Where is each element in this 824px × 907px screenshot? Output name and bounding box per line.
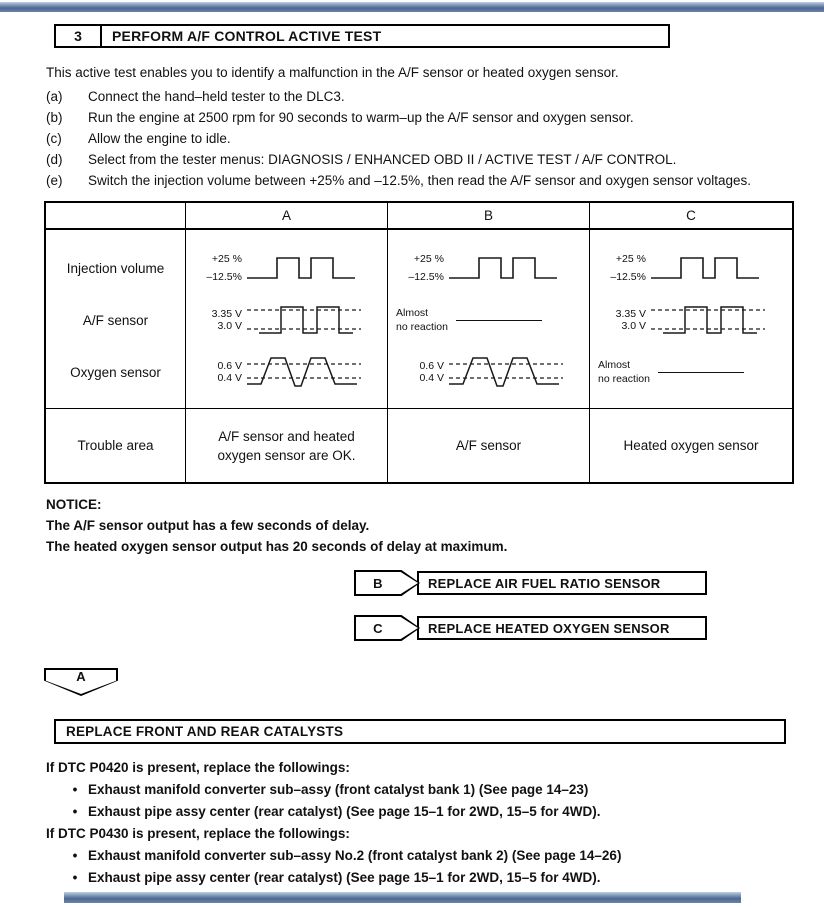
row-label-af-sensor: A/F sensor — [82, 312, 149, 328]
waveform-labels — [598, 308, 646, 332]
bullet-icon: • — [72, 804, 78, 819]
step-label: (d) — [46, 152, 63, 167]
square-wave-graphic — [447, 251, 559, 285]
step-label: (c) — [46, 131, 62, 146]
step-text: Run the engine at 2500 rpm for 90 seconds to warm–up the A/F sensor and oxygen sensor. — [88, 110, 634, 125]
no-reaction-line2: no reaction — [396, 321, 448, 333]
step-label: (e) — [46, 173, 63, 188]
result-column-a — [186, 230, 388, 408]
column-header-b: B — [388, 203, 590, 230]
square-wave-graphic — [245, 251, 357, 285]
no-reaction-line1: Almost — [598, 359, 631, 371]
af-wave-graphic — [245, 303, 363, 337]
step-header — [54, 24, 792, 48]
wave-label-bottom: –12.5% — [206, 271, 242, 283]
no-reaction-oxygen-c — [594, 343, 788, 401]
decision-row-b — [354, 570, 792, 596]
step-title-cell: PERFORM A/F CONTROL ACTIVE TEST — [100, 24, 670, 48]
dtc-header: If DTC P0420 is present, replace the followings: — [46, 760, 350, 775]
connector-a — [44, 668, 118, 696]
row-label-injection-volume: Injection volume — [66, 260, 165, 276]
decision-tag-c — [354, 615, 420, 641]
notice-title: NOTICE: — [46, 497, 102, 512]
dtc-bullet-item — [46, 779, 792, 801]
wave-label-bottom: 3.0 V — [621, 320, 646, 332]
wave-label-bottom: –12.5% — [610, 271, 646, 283]
decision-action-c: REPLACE HEATED OXYGEN SENSOR — [417, 616, 707, 640]
decision-action-b: REPLACE AIR FUEL RATIO SENSOR — [417, 571, 707, 595]
bottom-accent-bar — [64, 892, 741, 903]
decision-rows — [354, 570, 792, 641]
step-text: Switch the injection volume between +25% and –12.5%, then read the A/F sensor and oxygen sensor voltages. — [88, 173, 752, 188]
wave-label-bottom: 0.4 V — [419, 372, 444, 384]
waveform-oxygen-b — [392, 343, 585, 401]
wave-label-top: +25 % — [615, 253, 646, 265]
dtc-bullet-item — [46, 845, 792, 867]
waveform-labels — [396, 253, 444, 283]
no-reaction-label — [396, 306, 454, 334]
row-label-trouble-area: Trouble area — [46, 408, 186, 482]
decision-row-c — [354, 615, 792, 641]
procedure-step — [46, 128, 792, 149]
dtc-bullet-item — [46, 867, 792, 889]
decision-tag-label: B — [373, 575, 383, 591]
procedure-step — [46, 170, 792, 191]
step-text: Select from the tester menus: DIAGNOSIS / ENHANCED OBD II / ACTIVE TEST / A/F CONTROL. — [88, 152, 677, 167]
step-number-cell: 3 — [54, 24, 102, 48]
wave-label-bottom: –12.5% — [408, 271, 444, 283]
square-wave-graphic — [649, 251, 761, 285]
row-label-oxygen-sensor: Oxygen sensor — [70, 364, 161, 380]
wave-label-bottom: 0.4 V — [217, 372, 242, 384]
step-label: (a) — [46, 89, 63, 104]
wave-label-top: 3.35 V — [211, 308, 242, 320]
waveform-oxygen-a — [190, 343, 383, 401]
bullet-icon: • — [72, 870, 78, 885]
column-header-a: A — [186, 203, 388, 230]
replace-catalysts-box: REPLACE FRONT AND REAR CATALYSTS — [54, 719, 786, 744]
bullet-text: Exhaust manifold converter sub–assy No.2 (front catalyst bank 2) (See page 14–26) — [88, 848, 622, 863]
diagnostic-table — [44, 201, 794, 484]
waveform-labels — [396, 360, 444, 384]
notice-block — [46, 494, 792, 557]
waveform-af-c — [594, 297, 788, 343]
wave-label-top: 0.6 V — [419, 360, 444, 372]
result-column-b — [388, 230, 590, 408]
waveform-labels — [194, 360, 242, 384]
procedure-steps — [46, 86, 792, 191]
bullet-text: Exhaust pipe assy center (rear catalyst) (See page 15–1 for 2WD, 15–5 for 4WD). — [88, 804, 601, 819]
waveform-labels — [598, 253, 646, 283]
dtc-bullet-item — [46, 801, 792, 823]
oxygen-wave-graphic — [245, 353, 363, 391]
decision-tag-label: C — [373, 620, 383, 636]
wave-label-bottom: 3.0 V — [217, 320, 242, 332]
bullet-text: Exhaust manifold converter sub–assy (front catalyst bank 1) (See page 14–23) — [88, 782, 589, 797]
no-reaction-af-b — [392, 297, 585, 343]
wave-label-top: 0.6 V — [217, 360, 242, 372]
connector-label: A — [76, 669, 86, 684]
no-reaction-line2: no reaction — [598, 373, 650, 385]
top-accent-bar — [0, 2, 824, 12]
manual-page — [46, 24, 792, 889]
row-labels-column — [46, 230, 186, 408]
result-column-c — [590, 230, 792, 408]
af-wave-graphic — [649, 303, 767, 337]
notice-line: The A/F sensor output has a few seconds of delay. — [46, 518, 370, 533]
intro-paragraph: This active test enables you to identify a malfunction in the A/F sensor or heated oxygen sensor. — [46, 65, 619, 80]
procedure-step — [46, 149, 792, 170]
waveform-labels — [194, 308, 242, 332]
no-reaction-label — [598, 358, 656, 386]
trouble-area-a: A/F sensor and heated oxygen sensor are OK. — [186, 408, 388, 482]
waveform-injection-b — [392, 239, 585, 297]
bullet-text: Exhaust pipe assy center (rear catalyst) (See page 15–1 for 2WD, 15–5 for 4WD). — [88, 870, 601, 885]
wave-label-top: 3.35 V — [615, 308, 646, 320]
bullet-icon: • — [72, 782, 78, 797]
procedure-step — [46, 86, 792, 107]
flat-line-graphic — [658, 372, 744, 373]
bullet-icon: • — [72, 848, 78, 863]
step-text: Allow the engine to idle. — [88, 131, 231, 146]
column-header-c: C — [590, 203, 792, 230]
trouble-area-c: Heated oxygen sensor — [590, 408, 792, 482]
step-text: Connect the hand–held tester to the DLC3. — [88, 89, 345, 104]
wave-label-top: +25 % — [413, 253, 444, 265]
table-corner-cell — [46, 203, 186, 230]
waveform-injection-c — [594, 239, 788, 297]
wave-label-top: +25 % — [211, 253, 242, 265]
dtc-header: If DTC P0430 is present, replace the followings: — [46, 826, 350, 841]
procedure-step — [46, 107, 792, 128]
trouble-area-b: A/F sensor — [388, 408, 590, 482]
no-reaction-line1: Almost — [396, 307, 429, 319]
notice-line: The heated oxygen sensor output has 20 seconds of delay at maximum. — [46, 539, 508, 554]
step-label: (b) — [46, 110, 63, 125]
waveform-labels — [194, 253, 242, 283]
flat-line-graphic — [456, 320, 542, 321]
dtc-instructions — [46, 757, 792, 889]
oxygen-wave-graphic — [447, 353, 565, 391]
decision-tag-b — [354, 570, 420, 596]
waveform-af-a — [190, 297, 383, 343]
waveform-injection-a — [190, 239, 383, 297]
